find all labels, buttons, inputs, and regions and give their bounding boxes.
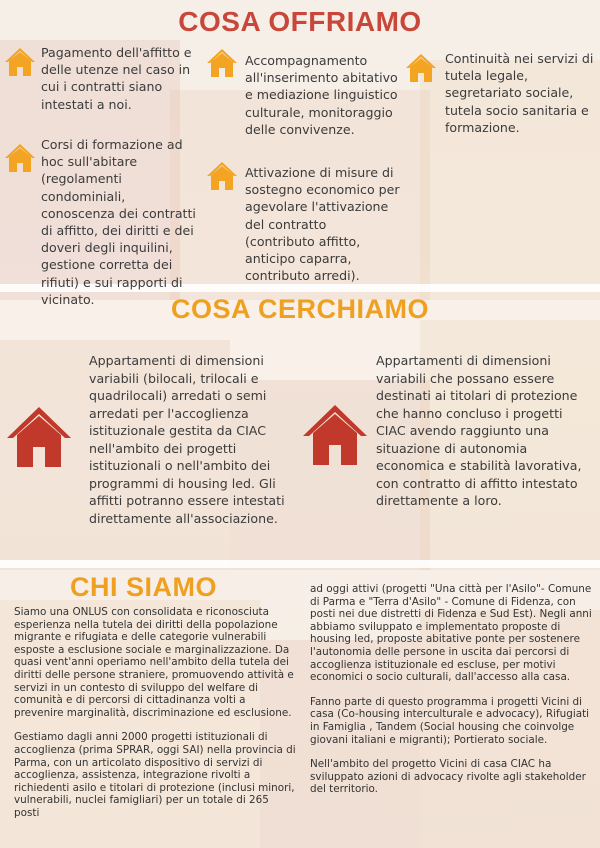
about-paragraph: Fanno parte di questo programma i progetti Vicini di casa (Co-housing interculturale e advocacy), Rifugiati in Famiglia , Tandem (Social housing che coinvolge giovani italiani e migranti); Portierato sociale. [310, 695, 590, 746]
offer-item-5: Attivazione di misure di sostegno economico per agevolare l'attivazione del contratto (contributo affitto, anticipo caparra, contributo arredi). [245, 165, 400, 284]
house-icon [404, 52, 438, 84]
house-icon [3, 46, 37, 78]
about-paragraph: Nell'ambito del progetto Vicini di casa CIAC ha sviluppato azioni di advocacy rivolte agli stakeholder del territorio. [310, 758, 586, 796]
search-item-2: Appartamenti di dimensioni variabili che possano essere destinati ai titolari di protezione che hanno concluso i progetti CIAC avendo raggiunto una situazione di autonomia economica e stabilità lavorativa, con contratto di affitto intestato direttamente a loro. [376, 353, 582, 508]
about-paragraph: Siamo una ONLUS con consolidata e riconosciuta esperienza nella tutela dei diritti della popolazione migrante e rifugiata e delle categorie vulnerabili esposte a esclusione sociale e marginalizzazione. Da quasi vent'anni operiamo nell'ambito della tutela dei diritti delle persone straniere, promuovendo attività e servizi in un contesto di sviluppo del welfare di comunità e di percorsi di cittadinanza volti a prevenire marginalità, discriminazione ed esclusione. [14, 606, 294, 719]
house-icon [205, 160, 239, 192]
about-paragraph: Gestiamo dagli anni 2000 progetti istituzionali di accoglienza (prima SPRAR, oggi SAI) nella provincia di Parma, con un articolato dispositivo di servizi di accoglienza, assistenza, integrazione rivolti a richiedenti asilo e titolari di protezione (inclusi minori, vulnerabili, nuclei famigliari) per un totale di 265 posti [14, 731, 296, 819]
house-icon [302, 403, 368, 467]
about-paragraph: ad oggi attivi (progetti "Una città per l'Asilo"- Comune di Parma e "Terra d'Asilo" - Comune di Fidenza, con posti nei due distretti di Fidenza e Sud Est). Negli anni abbiamo sviluppato e implementato proposte di housing led, proposte abitative ponte per sostenere l'autonomia delle persone in uscita dai percorsi di accoglienza istituzionale ed escluse, per motivi economici o socio culturali, dall'accesso alla casa. [310, 583, 592, 684]
section-divider [0, 560, 600, 568]
about-column-right [310, 583, 593, 808]
house-icon [6, 405, 72, 469]
offer-item-4: Corsi di formazione ad hoc sull'abitare (regolamenti condominiali, conoscenza dei contratti di affitto, dei diritti e dei doveri degli inquilini, gestione corretta dei rifiuti) e sui rapporti di vicinato. [41, 137, 196, 307]
offer-item-3: Continuità nei servizi di tutela legale, segretariato sociale, tutela socio sanitaria e formazione. [445, 51, 594, 135]
section-title-siamo: CHI SIAMO [70, 572, 218, 602]
house-icon [3, 142, 37, 174]
section-title-offriamo: COSA OFFRIAMO [178, 6, 422, 37]
about-column-left [14, 606, 297, 832]
section-title-cerchiamo: COSA CERCHIAMO [170, 294, 429, 324]
search-item-1: Appartamenti di dimensioni variabili (bilocali, trilocali e quadrilocali) arredati o semi arredati per l'accoglienza istituzionale gestita da CIAC nell'ambito dei progetti istituzionali o nell'ambito dei programmi di housing led. Gli affitti potranno essere intestati direttamente all'associazione. [89, 353, 285, 526]
house-icon [205, 47, 239, 79]
offer-item-1: Pagamento dell'affitto e delle utenze nel caso in cui i contratti siano intestati a noi. [41, 45, 192, 112]
offer-item-2: Accompagnamento all'inserimento abitativo e mediazione linguistico culturale, monitoraggio delle convivenze. [245, 53, 398, 137]
